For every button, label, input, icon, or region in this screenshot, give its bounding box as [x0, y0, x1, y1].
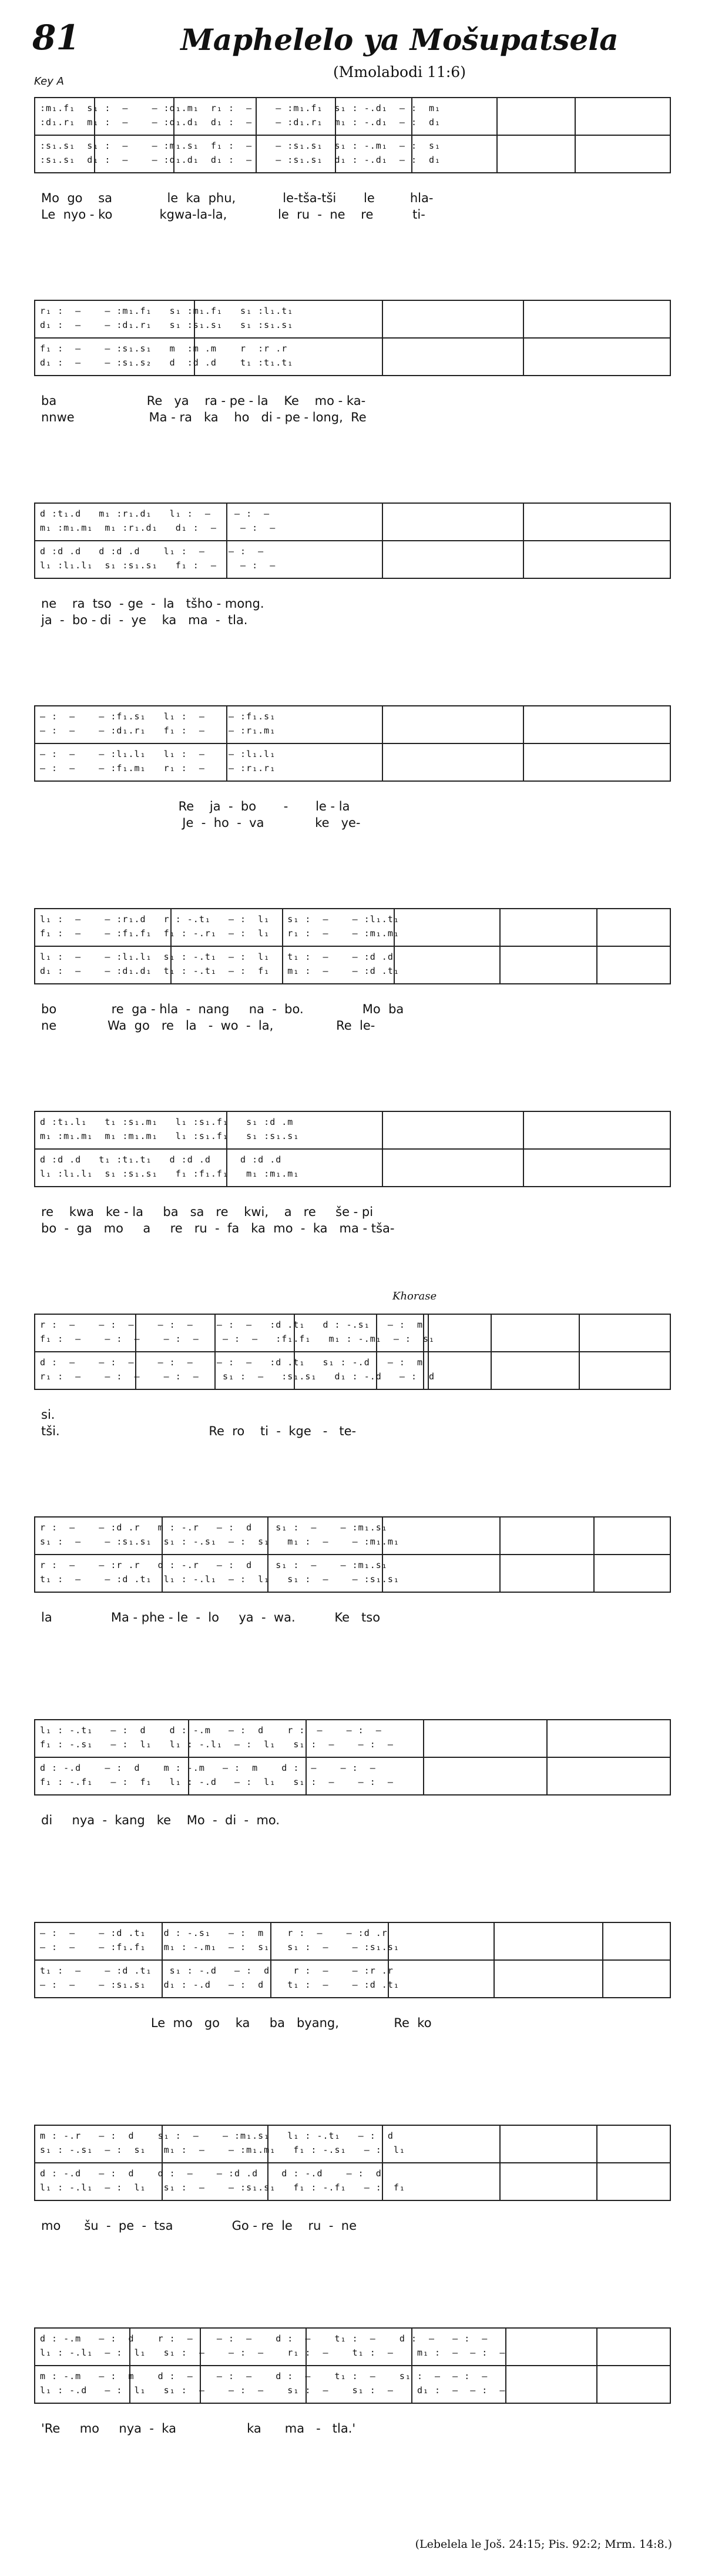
solfa-line: d : — — : — — : — — : — :d .t₁ s₁ : -.d — : m: [40, 1357, 423, 1368]
solfa-line: l₁ : -.d — : l₁ s₁ : — — : — s₁ : — s₁ : — d₁ : — — : —: [40, 2385, 506, 2396]
score-system: [34, 1516, 671, 1593]
solfa-line: r₁ : — — :m₁.f₁ s₁ :m₁.f₁ s₁ :l₁.t₁: [40, 306, 294, 316]
solfa-line: r : — — :r .r d : -.r — : d s₁ : — — :m₁.s₁: [40, 1560, 388, 1570]
solfa-line: f₁ : — — : — — : — — : — :f₁.f₁ m₁ : -.m₁ — : s₁: [40, 1334, 435, 1344]
solfa-line: r : — — :d .r m : -.r — : d s₁ : — — :m₁.s₁: [40, 1522, 388, 1533]
staff-divider: [35, 1959, 670, 1961]
bar-line: [575, 98, 576, 172]
lyric-line: 'Re mo nya - ka ka ma - tla.': [41, 2421, 356, 2436]
lyric-line: bo - ga mo a re ru - fa ka mo - ka ma - tša-: [41, 1221, 395, 1235]
bar-line: [546, 1720, 548, 1794]
score-system: [34, 2125, 671, 2201]
lyric-line: ne ra tso - ge - la tšho - mong.: [41, 597, 264, 611]
score-system: [34, 908, 671, 984]
solfa-line: d :t₁.l₁ t₁ :s₁.m₁ l₁ :s₁.f₁ s₁ :d .m: [40, 1117, 294, 1127]
solfa-line: l₁ : — — :l₁.l₁ s₁ : -.t₁ — : l₁ t₁ : — — :d .d: [40, 952, 394, 962]
score-system: [34, 503, 671, 579]
score-system: [34, 1314, 671, 1390]
bar-line: [499, 1518, 501, 1592]
score-system: [34, 705, 671, 782]
solfa-line: f₁ : — — :s₁.s₁ m :m .m r :r .r: [40, 343, 288, 354]
score-system: [34, 1111, 671, 1187]
bar-line: [494, 1923, 495, 1997]
staff-divider: [35, 1757, 670, 1758]
solfa-line: — : — — :f₁.f₁ m₁ : -.m₁ — : s₁ s₁ : — — :s₁.s₁: [40, 1942, 400, 1952]
bar-line: [523, 706, 524, 780]
solfa-line: f₁ : — — :f₁.f₁ f₁ : -.r₁ — : l₁ r₁ : — — :m₁.m₁: [40, 928, 400, 939]
staff-divider: [35, 1351, 670, 1352]
solfa-line: d₁ : — — :d₁.d₁ t₁ : -.t₁ — : f₁ m₁ : — — :d .t₁: [40, 966, 400, 976]
solfa-line: d : -.m — : d r : — — : — d : — t₁ : — d : — — : —: [40, 2333, 488, 2344]
staff-divider: [35, 2162, 670, 2163]
lyric-line: re kwa ke - la ba sa re kwi, a re še - pi: [41, 1205, 374, 1219]
lyric-line: Je - ho - va ke ye-: [41, 816, 361, 830]
score-system: [34, 97, 671, 173]
solfa-line: :s₁.s₁ d₁ : — — :d₁.d₁ d₁ : — — :s₁.s₁ d₁ : -.d₁ — : d₁: [40, 155, 441, 165]
solfa-line: l₁ : — — :r₁.d r : -.t₁ — : l₁ s₁ : — — :l₁.t₁: [40, 914, 400, 924]
solfa-line: l₁ :l₁.l₁ s₁ :s₁.s₁ f₁ : — — : —: [40, 560, 276, 571]
bar-line: [496, 98, 498, 172]
bar-line: [382, 706, 383, 780]
staff-divider: [35, 946, 670, 947]
scripture-reference: (Mmolabodi 11:6): [333, 63, 466, 81]
lyric-line: Le mo go ka ba byang, Re ko: [41, 2016, 432, 2030]
lyric-line: Le nyo - ko kgwa-la-la, le ru - ne re ti-: [41, 207, 425, 222]
bar-line: [596, 909, 597, 983]
lyric-line: la Ma - phe - le - lo ya - wa. Ke tso: [41, 1610, 381, 1624]
bar-line: [499, 2126, 501, 2200]
solfa-line: l₁ :l₁.l₁ s₁ :s₁.s₁ f₁ :f₁.f₁ m₁ :m₁.m₁: [40, 1168, 300, 1179]
chorus-label: Khorase: [392, 1290, 437, 1302]
key-signature: Key A: [34, 75, 64, 88]
solfa-line: m : -.r — : d s₁ : — — :m₁.s₁ l₁ : -.t₁ — : d: [40, 2131, 394, 2141]
footer-references: (Lebelela le Još. 24:15; Pis. 92:2; Mrm. 14:8.): [415, 2538, 672, 2551]
solfa-line: m₁ :m₁.m₁ m₁ :m₁.m₁ l₁ :s₁.f₁ s₁ :s₁.s₁: [40, 1131, 300, 1141]
solfa-line: r₁ : — — : — — : — s₁ : — :s₁.s₁ d₁ : -.d — : d: [40, 1371, 435, 1382]
solfa-line: — : — — :f₁.m₁ r₁ : — — :r₁.r₁: [40, 763, 276, 773]
solfa-line: :s₁.s₁ s₁ : — — :m₁.s₁ f₁ : — — :s₁.s₁ s₁ : -.m₁ — : s₁: [40, 140, 441, 151]
solfa-line: l₁ : -.l₁ — : l₁ s₁ : — — : — r₁ : — t₁ : — m₁ : — — : —: [40, 2347, 506, 2358]
solfa-line: d :d .d t₁ :t₁.t₁ d :d .d d :d .d: [40, 1154, 282, 1165]
solfa-line: — : — — :d₁.r₁ f₁ : — — :r₁.m₁: [40, 725, 276, 736]
bar-line: [382, 504, 383, 578]
solfa-line: d : -.d — : d m : -.m — : m d : — — : —: [40, 1763, 376, 1773]
solfa-line: d₁ : — — :s₁.s₂ d :d .d t₁ :t₁.t₁: [40, 357, 294, 368]
solfa-line: f₁ : -.f₁ — : f₁ l₁ : -.d — : l₁ s₁ : — — : —: [40, 1777, 394, 1787]
solfa-line: d : -.d — : d d : — — :d .d d : -.d — : d: [40, 2168, 382, 2179]
solfa-line: t₁ : — — :d .t₁ s₁ : -.d — : d r : — — :r .r: [40, 1965, 394, 1976]
staff-divider: [35, 743, 670, 744]
solfa-line: :d₁.r₁ m₁ : — — :d₁.d₁ d₁ : — — :d₁.r₁ m₁ : -.d₁ — : d₁: [40, 117, 441, 128]
lyric-line: ja - bo - di - ye ka ma - tla.: [41, 613, 248, 627]
solfa-line: l₁ : -.t₁ — : d d : -.m — : d r : — — : —: [40, 1725, 382, 1736]
bar-line: [423, 1720, 424, 1794]
solfa-line: s₁ : -.s₁ — : s₁ m₁ : — — :m₁.m₁ f₁ : -.s₁ — : l₁: [40, 2145, 405, 2155]
solfa-line: r : — — : — — : — — : — :d .t₁ d : -.s₁ — : m: [40, 1319, 423, 1330]
solfa-line: :m₁.f₁ s₁ : — — :d₁.m₁ r₁ : — — :m₁.f₁ s₁ : -.d₁ — : m₁: [40, 103, 441, 113]
bar-line: [499, 909, 501, 983]
solfa-line: d :d .d d :d .d l₁ : — — : —: [40, 546, 264, 557]
bar-line: [523, 301, 524, 375]
solfa-line: — : — — :l₁.l₁ l₁ : — — :l₁.l₁: [40, 749, 276, 759]
solfa-line: — : — — :s₁.s₁ d₁ : -.d — : d t₁ : — — :d .t₁: [40, 1979, 400, 1990]
hymn-title: Maphelelo ya Mošupatsela: [180, 22, 619, 57]
bar-line: [523, 504, 524, 578]
bar-line: [382, 301, 383, 375]
staff-divider: [35, 337, 670, 339]
solfa-line: t₁ : — — :d .t₁ l₁ : -.l₁ — : l₁ s₁ : — — :s₁.s₁: [40, 1574, 400, 1585]
bar-line: [523, 1112, 524, 1186]
score-system: [34, 300, 671, 376]
solfa-line: m : -.m — : m d : — — : — d : — t₁ : — s₁ : — — : —: [40, 2371, 488, 2381]
solfa-line: l₁ : -.l₁ — : l₁ s₁ : — — :s₁.s₁ f₁ : -.f₁ — : f₁: [40, 2182, 405, 2193]
solfa-line: f₁ : -.s₁ — : l₁ l₁ : -.l₁ — : l₁ s₁ : — — : —: [40, 1739, 394, 1750]
lyric-line: tši. Re ro ti - kge - te-: [41, 1424, 357, 1438]
lyric-line: nnwe Ma - ra ka ho di - pe - long, Re: [41, 410, 367, 424]
bar-line: [596, 2329, 597, 2403]
bar-line: [593, 1518, 595, 1592]
lyric-line: Re ja - bo - le - la: [41, 799, 350, 813]
lyric-line: mo šu - pe - tsa Go - re le ru - ne: [41, 2219, 357, 2233]
solfa-line: s₁ : — — :s₁.s₁ s₁ : -.s₁ — : s₁ m₁ : — — :m₁.m₁: [40, 1536, 400, 1547]
bar-line: [602, 1923, 603, 1997]
solfa-line: m₁ :m₁.m₁ m₁ :r₁.d₁ d₁ : — — : —: [40, 522, 276, 533]
score-system: [34, 1922, 671, 1998]
staff-divider: [35, 1554, 670, 1555]
staff-divider: [35, 2365, 670, 2366]
score-system: [34, 1719, 671, 1796]
staff-divider: [35, 540, 670, 541]
solfa-line: d :t₁.d m₁ :r₁.d₁ l₁ : — — : —: [40, 508, 270, 519]
solfa-line: — : — — :d .t₁ d : -.s₁ — : m r : — — :d .r: [40, 1928, 388, 1938]
lyric-line: Mo go sa le ka phu, le-tša-tši le hla-: [41, 191, 434, 205]
lyric-line: bo re ga - hla - nang na - bo. Mo ba: [41, 1002, 404, 1016]
bar-line: [382, 1112, 383, 1186]
bar-line: [491, 1315, 492, 1389]
hymn-number: 81: [32, 18, 80, 58]
lyric-line: ne Wa go re la - wo - la, Re le-: [41, 1019, 375, 1033]
solfa-line: d₁ : — — :d₁.r₁ s₁ :s₁.s₁ s₁ :s₁.s₁: [40, 320, 294, 330]
lyric-line: di nya - kang ke Mo - di - mo.: [41, 1813, 280, 1827]
staff-divider: [35, 1148, 670, 1150]
lyric-line: ba Re ya ra - pe - la Ke mo - ka-: [41, 394, 366, 408]
bar-line: [596, 2126, 597, 2200]
score-system: [34, 2327, 671, 2404]
lyric-line: si.: [41, 1408, 55, 1422]
bar-line: [579, 1315, 580, 1389]
solfa-line: — : — — :f₁.s₁ l₁ : — — :f₁.s₁: [40, 711, 276, 722]
